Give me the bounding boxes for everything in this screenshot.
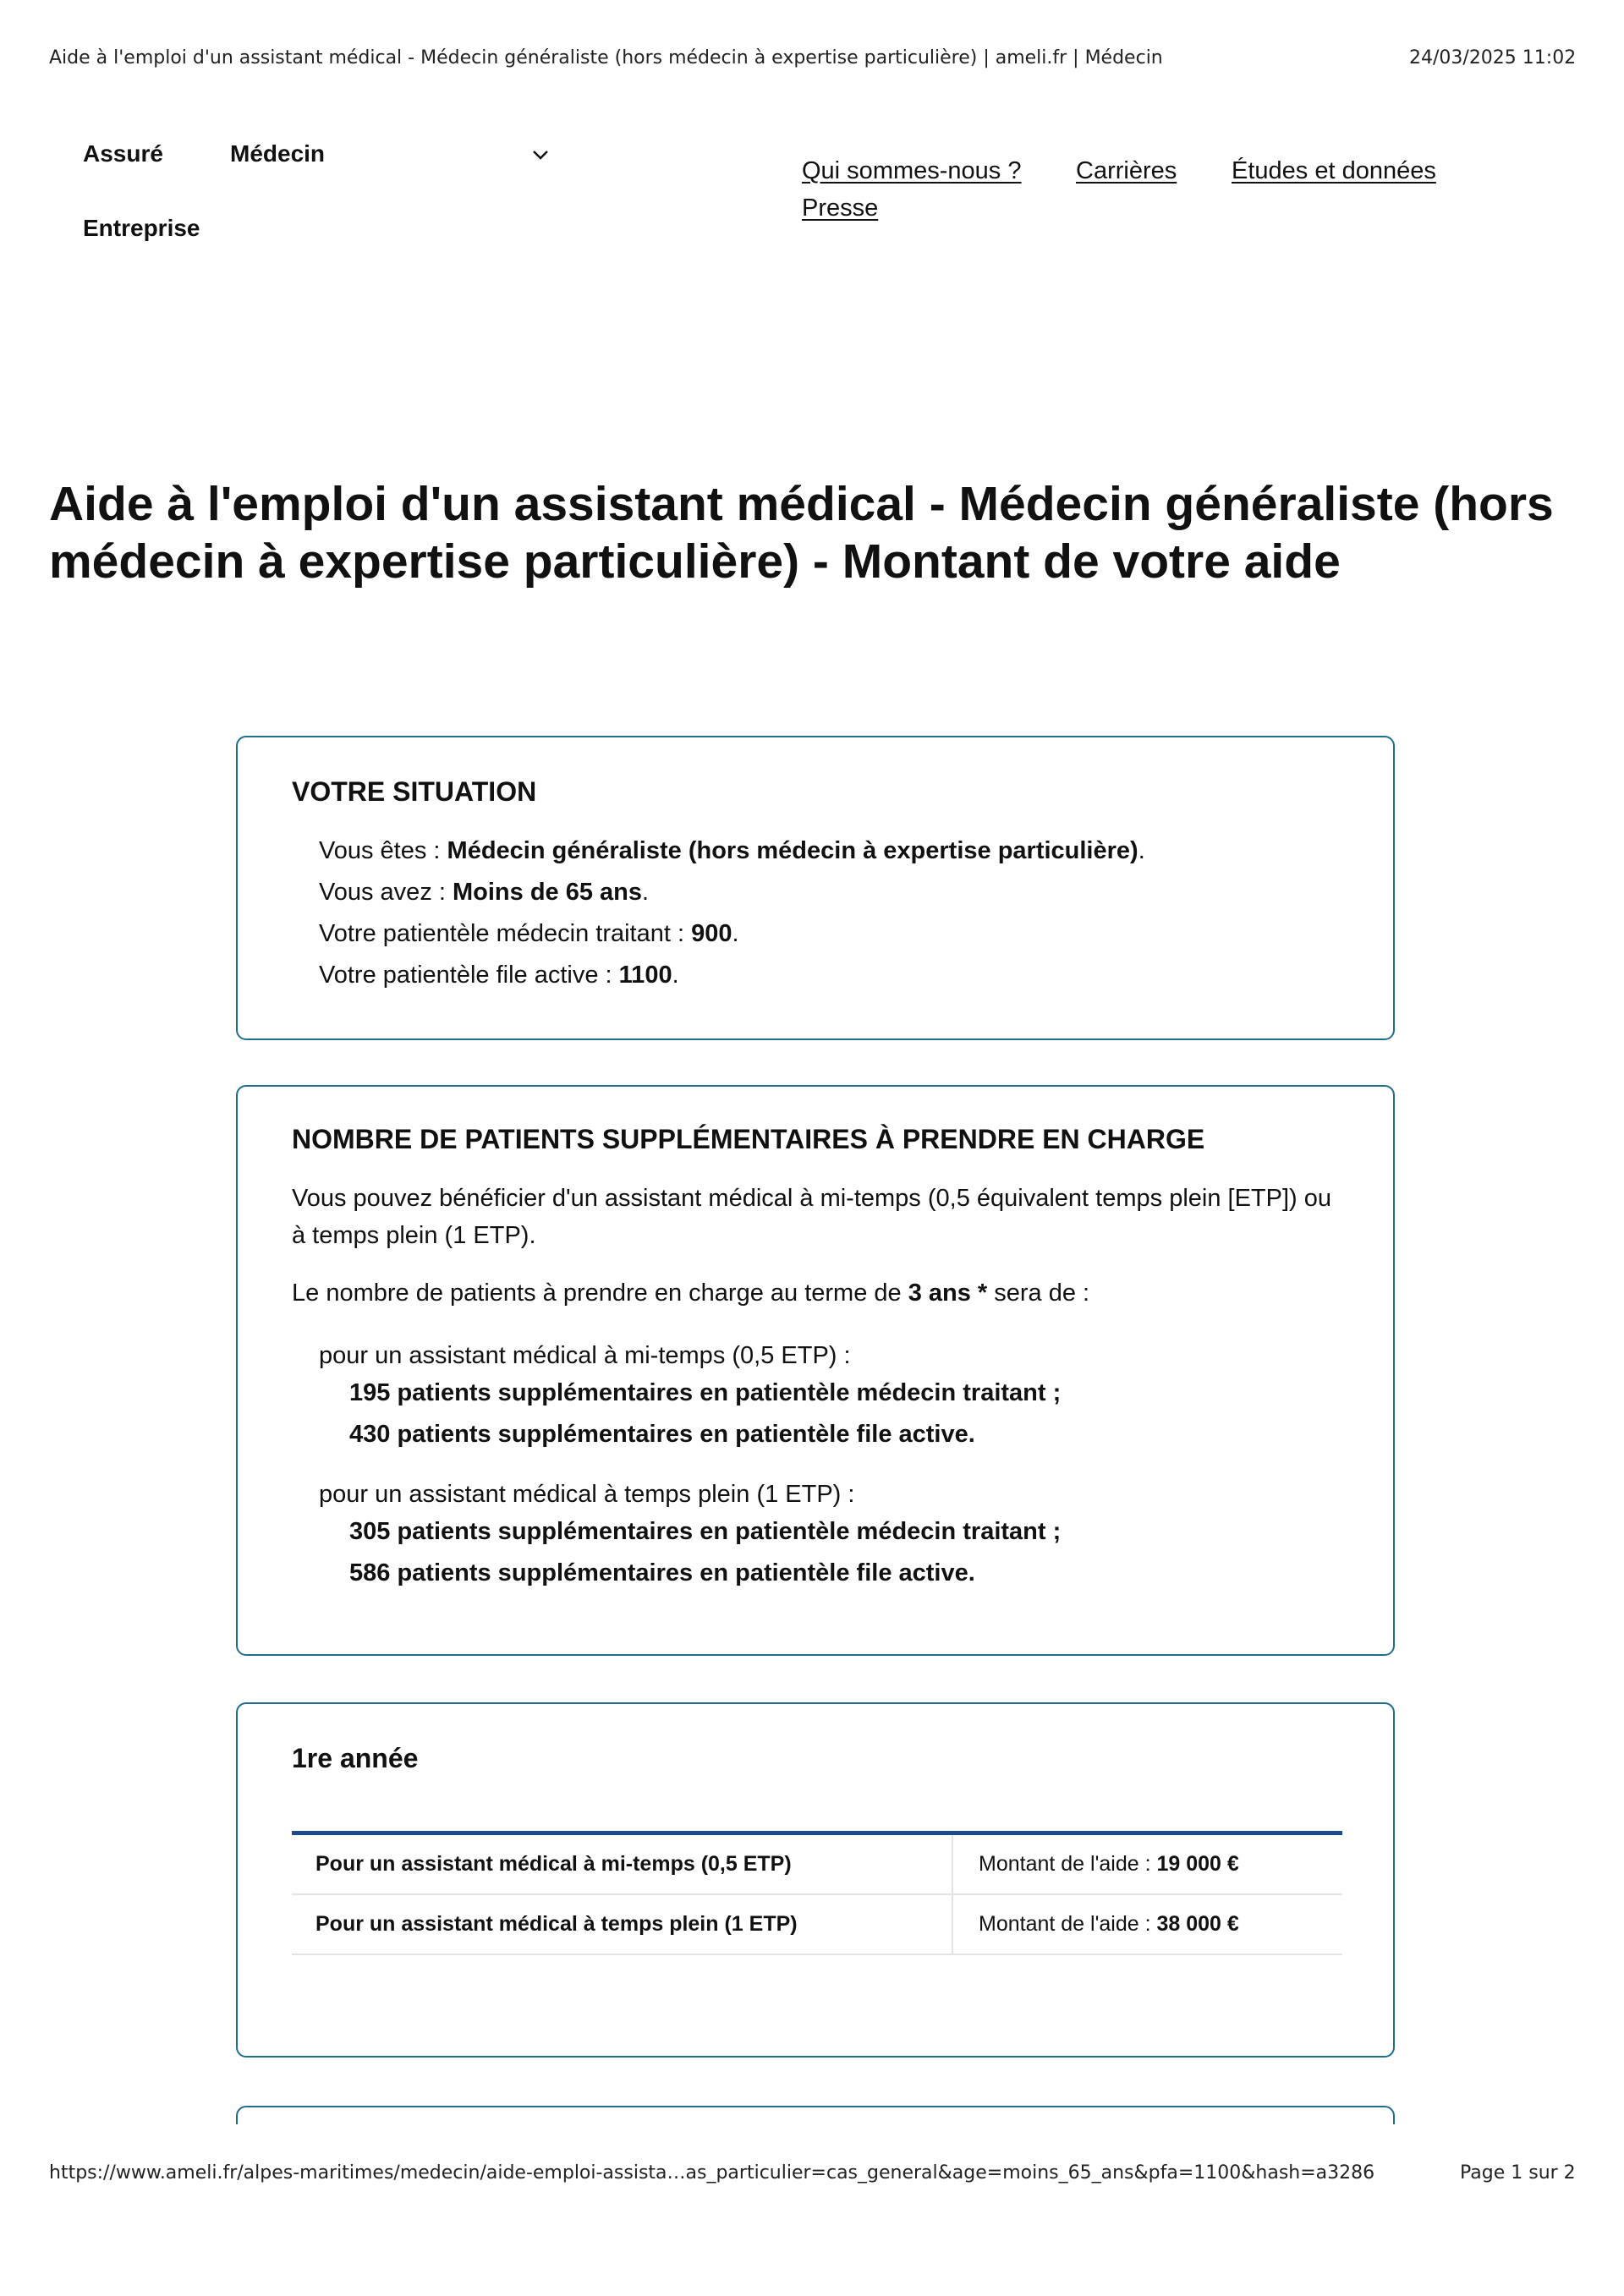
table-row — [292, 1835, 1342, 1895]
table-row — [292, 1895, 1342, 1955]
link-presse[interactable]: Presse — [802, 195, 879, 222]
patients-intro: Vous pouvez bénéficier d'un assistant médical à mi-temps (0,5 équivalent temps plein [ETP]) ou à temps plein (1 ETP). — [292, 1185, 1332, 1249]
link-qui-sommes-nous[interactable]: Qui sommes-nous ? — [802, 157, 1022, 184]
next-card-edge — [236, 2106, 1395, 2124]
list-item: 305 patients supplémentaires en patientèle médecin traitant ; — [349, 1518, 1062, 1545]
patients-card — [236, 1085, 1395, 1656]
print-footer-page: Page 1 sur 2 — [1460, 2162, 1576, 2184]
group-label-temps-plein: pour un assistant médical à temps plein (1 ETP) : — [319, 1481, 855, 1508]
row-amount: Montant de l'aide : 19 000 € — [979, 1852, 1239, 1876]
nav-tab-medecin[interactable]: Médecin — [230, 140, 326, 167]
row-label: Pour un assistant médical à temps plein (1 ETP) — [292, 1895, 953, 1954]
patients-term: Le nombre de patients à prendre en charge au terme de 3 ans * sera de : — [292, 1280, 1090, 1307]
list-item: 195 patients supplémentaires en patientèle médecin traitant ; — [349, 1379, 1062, 1406]
nav-tab-assure[interactable]: Assuré — [83, 140, 163, 167]
situation-card — [236, 736, 1395, 1040]
year1-card — [236, 1702, 1395, 2058]
aid-table — [292, 1831, 1342, 1955]
list-item: 430 patients supplémentaires en patientèle file active. — [349, 1421, 975, 1448]
patients-heading: NOMBRE DE PATIENTS SUPPLÉMENTAIRES À PRENDRE EN CHARGE — [292, 1124, 1205, 1154]
situation-heading: VOTRE SITUATION — [292, 776, 537, 807]
page-title: Aide à l'emploi d'un assistant médical - Médecin généraliste (hors médecin à expertise particulière) - Montant de votre aide — [49, 477, 1554, 589]
print-footer-url: https://www.ameli.fr/alpes-maritimes/medecin/aide-emploi-assista…as_particulier=cas_general&age=moins_65_ans&pfa=1100&hash=a3286 — [49, 2162, 1375, 2184]
print-header-title: Aide à l'emploi d'un assistant médical - Médecin généraliste (hors médecin à expertise particulière) | ameli.fr | Médecin — [49, 47, 1163, 68]
link-carrieres[interactable]: Carrières — [1076, 157, 1177, 184]
row-label: Pour un assistant médical à mi-temps (0,5 ETP) — [292, 1835, 953, 1893]
situation-row: Votre patientèle médecin traitant : 900. — [319, 920, 739, 947]
situation-row: Votre patientèle file active : 1100. — [319, 962, 679, 989]
situation-row: Vous avez : Moins de 65 ans. — [319, 879, 650, 906]
nav-tab-entreprise[interactable]: Entreprise — [83, 215, 200, 241]
group-label-mi-temps: pour un assistant médical à mi-temps (0,5 ETP) : — [319, 1342, 851, 1369]
next-card-clip — [236, 2106, 1395, 2124]
list-item: 586 patients supplémentaires en patientèle file active. — [349, 1559, 975, 1586]
chevron-down-icon[interactable] — [529, 144, 551, 166]
row-amount: Montant de l'aide : 38 000 € — [979, 1912, 1239, 1936]
year1-heading: 1re année — [292, 1743, 419, 1773]
situation-row: Vous êtes : Médecin généraliste (hors médecin à expertise particulière). — [319, 837, 1145, 864]
print-header-datetime: 24/03/2025 11:02 — [1409, 47, 1577, 68]
link-etudes-donnees[interactable]: Études et données — [1232, 157, 1436, 184]
